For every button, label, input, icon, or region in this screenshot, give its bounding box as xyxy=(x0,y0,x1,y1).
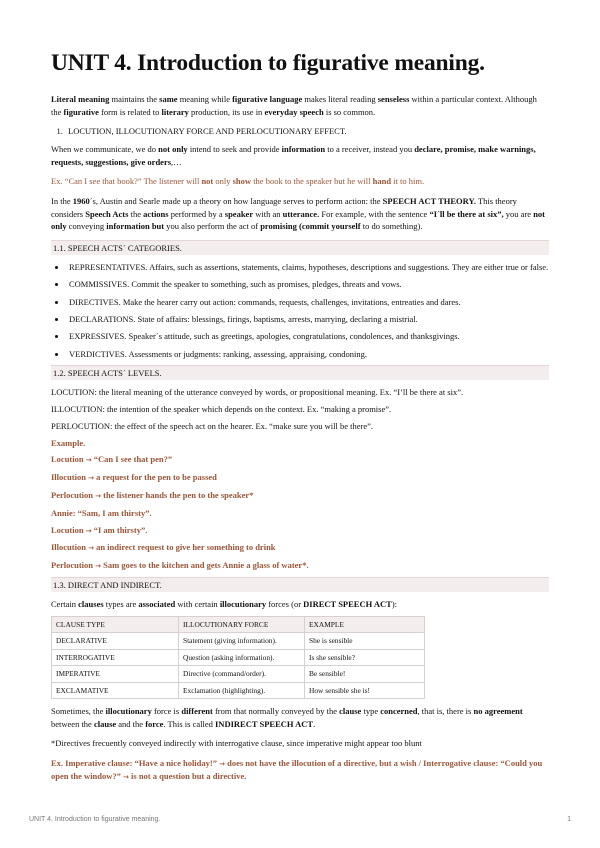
list-item: • REPRESENTATIVES. Affairs, such as assertions, statements, claims, hypotheses, descriptions and suggestions. They are either true or false. xyxy=(67,261,549,273)
example-line: Illocution → an indirect request to give her something to drink xyxy=(51,542,276,553)
arrow-icon: → xyxy=(88,474,94,483)
level-illocution: ILLOCUTION: the intention of the speaker which depends on the context. Ex. “making a promise”. xyxy=(51,403,392,414)
list-item: • EXPRESSIVES. Speaker´s attitude, such as greetings, apologies, congratulations, condolences, and thanksgivings. xyxy=(67,330,549,342)
table-cell: Exclamation (highlighting). xyxy=(179,682,305,699)
table-row xyxy=(52,682,425,699)
table-cell: Directive (command/order). xyxy=(179,666,305,683)
indirect-speech-paragraph: Sometimes, the illocutionary force is different from that normally conveyed by the clause type concerned, that is, there is no agreement between the clause and the force. This is called INDIRECT SPEECH ACT. xyxy=(51,706,523,729)
arrow-icon: → xyxy=(85,526,92,535)
table-header-row xyxy=(52,616,425,633)
arrow-icon: → xyxy=(95,491,102,500)
table-cell: IMPERATIVE xyxy=(52,666,179,683)
document-body xyxy=(51,93,549,784)
clause-table xyxy=(51,616,425,700)
list-item: • VERDICTIVES. Assessments or judgments: ranking, assessing, appraising, condoning. xyxy=(67,348,549,360)
arrow-icon: → xyxy=(88,544,94,553)
example-label: Example. xyxy=(51,437,86,448)
arrow-icon: → xyxy=(219,759,225,768)
page-number: 1 xyxy=(567,816,571,823)
page-footer xyxy=(29,816,571,823)
level-locution: LOCUTION: the literal meaning of the utterance conveyed by words, or propositional meaning. Ex. “I’ll be there at six”. xyxy=(51,387,464,398)
example-line: Locution → “Can I see that pen?” xyxy=(51,454,173,465)
section-heading-levels: 1.2. SPEECH ACTS´ LEVELS. xyxy=(51,365,549,380)
arrow-icon: → xyxy=(123,773,129,782)
categories-list xyxy=(51,261,549,360)
list-item: • DECLARATIONS. State of affairs: blessings, firings, baptisms, arrests, marrying, declaring a mistrial. xyxy=(67,313,549,325)
page-title: UNIT 4. Introduction to figurative meaning. xyxy=(51,50,485,76)
communication-paragraph: When we communicate, we do not only intend to seek and provide information to a receiver, instead you declare, promise, make warnings, requests, suggestions, give orders,… xyxy=(51,144,536,167)
table-row xyxy=(52,649,425,666)
arrow-icon: → xyxy=(95,562,102,571)
table-cell: EXCLAMATIVE xyxy=(52,682,179,699)
table-cell: Be sensible! xyxy=(305,666,425,683)
section-heading-direct-indirect: 1.3. DIRECT AND INDIRECT. xyxy=(51,577,549,592)
example-line: Perlocution → the listener hands the pen to the speaker* xyxy=(51,489,254,500)
list-item: • DIRECTIVES. Make the hearer carry out action: commands, requests, challenges, invitations, entreaties and dares. xyxy=(67,296,549,308)
table-header-cell: CLAUSE TYPE xyxy=(52,616,179,633)
example-line: Locution → “I am thirsty”. xyxy=(51,524,148,535)
clause-types-paragraph: Certain clauses types are associated with certain illocutionary forces (or DIRECT SPEECH ACT): xyxy=(51,598,398,609)
table-row xyxy=(52,666,425,683)
table-cell: DECLARATIVE xyxy=(52,633,179,650)
level-perlocution: PERLOCUTION: the effect of the speech act on the hearer. Ex. “make sure you will be there”. xyxy=(51,420,374,431)
list-item: • COMMISSIVES. Commit the speaker to something, such as promises, pledges, threats and vows. xyxy=(67,278,549,290)
table-cell: Is she sensible? xyxy=(305,649,425,666)
speech-act-theory-paragraph: In the 1960´s, Austin and Searle made up a theory on how language serves to perform action: the SPEECH ACT THEORY. This theory considers Speech Acts the actions performed by a speaker with an utterance. For example, with the sentence “I´ll be there at six”, you are not only conveying information but you also perform the act of promising (commit yourself to do something). xyxy=(51,195,545,232)
example-book: Ex. “Can I see that book?” The listener will not only show the book to the speaker but he will hand it to him. xyxy=(51,176,425,187)
list-item: 1. LOCUTION, ILLOCUTIONARY FORCE AND PERLOCUTIONARY EFFECT. xyxy=(65,125,549,137)
section-heading-categories: 1.1. SPEECH ACTS´ CATEGORIES. xyxy=(51,240,549,255)
arrow-icon: → xyxy=(85,456,92,465)
table-cell: She is sensible xyxy=(305,633,425,650)
table-header-cell: EXAMPLE xyxy=(305,616,425,633)
directives-note: *Directives frecuently conveyed indirectly with interrogative clause, since imperative might appear too blunt xyxy=(51,738,422,749)
table-cell: Statement (giving information). xyxy=(179,633,305,650)
table-cell: Question (asking information). xyxy=(179,649,305,666)
footer-title: UNIT 4. Introduction to figurative meaning. xyxy=(29,816,161,823)
numbered-list xyxy=(51,125,549,137)
table-cell: How sensible she is! xyxy=(305,682,425,699)
table-row xyxy=(52,633,425,650)
final-example: Ex. Imperative clause: “Have a nice holiday!” → does not have the illocution of a directive, but a wish / Interrogative clause: “Could you open the window?” → is not a question but a directive. xyxy=(51,757,543,782)
table-cell: INTERROGATIVE xyxy=(52,649,179,666)
example-line: Annie: “Sam, I am thirsty”. xyxy=(51,507,152,518)
table-header-cell: ILLOCUTIONARY FORCE xyxy=(179,616,305,633)
example-line: Illocution → a request for the pen to be passed xyxy=(51,472,217,483)
example-line: Perlocution → Sam goes to the kitchen and gets Annie a glass of water*. xyxy=(51,560,309,571)
intro-paragraph: Literal meaning maintains the same meaning while figurative language makes literal reading senseless within a particular context. Although the figurative form is related to literary production, its use in everyday speech is so common. xyxy=(51,94,537,117)
